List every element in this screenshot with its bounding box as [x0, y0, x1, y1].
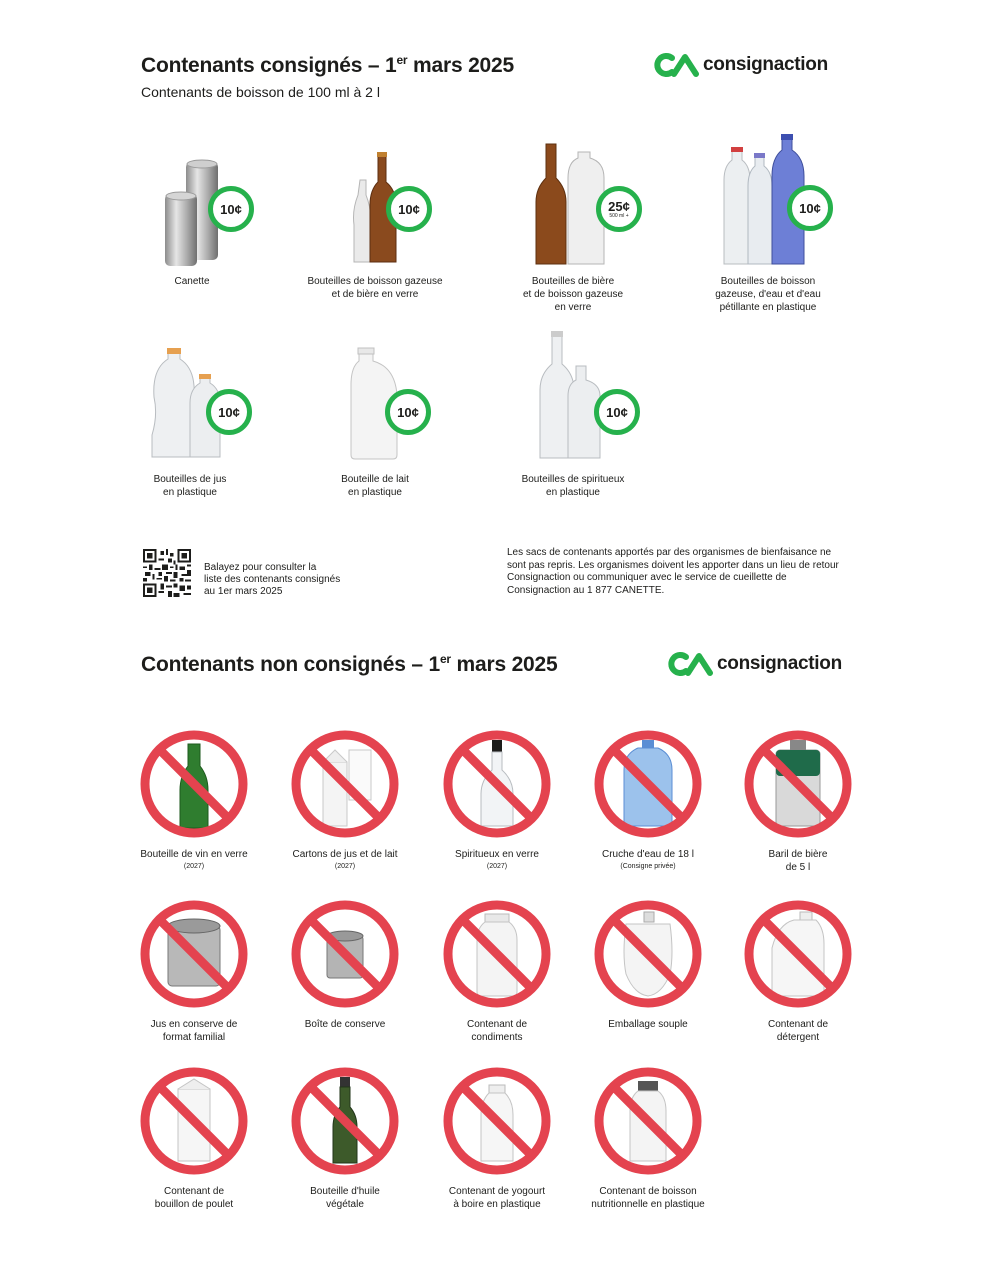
deposit-badge: 10¢ — [787, 185, 833, 231]
prohibited-icon — [119, 898, 269, 1010]
item-label: Canette — [174, 276, 210, 287]
consignaction-logo-text: consignaction — [717, 653, 842, 674]
non-deposit-item — [270, 728, 420, 878]
item-note: (Consigne privée) — [620, 863, 676, 870]
item-label: Bouteilles de bière et de boisson gazeuse en verre — [522, 276, 624, 313]
item-label: Contenant de condiments — [466, 1019, 528, 1043]
non-deposit-item — [723, 898, 873, 1048]
non-deposit-item — [270, 1065, 420, 1215]
prohibited-icon — [573, 1065, 723, 1177]
item-label: Bouteilles de boisson gazeuse et de bière en verre — [307, 276, 443, 300]
item-label: Bouteille de lait en plastique — [341, 474, 409, 498]
non-deposit-item — [422, 1065, 572, 1215]
item-label: Contenant de yogourt à boire en plastique — [448, 1186, 546, 1210]
prohibited-icon — [270, 1065, 420, 1177]
non-deposit-item — [270, 898, 420, 1048]
item-label: Contenant de boisson nutritionnelle en plastique — [591, 1186, 705, 1210]
prohibited-icon — [723, 898, 873, 1010]
non-deposit-item — [723, 728, 873, 878]
deposit-section-subtitle: Contenants de boisson de 100 ml à 2 l — [141, 84, 380, 100]
deposit-badge: 10¢ — [386, 186, 432, 232]
prohibited-icon — [422, 1065, 572, 1177]
deposit-section-title: Contenants consignés – 1er mars 2025 — [141, 53, 514, 77]
deposit-badge: 10¢ — [385, 389, 431, 435]
prohibited-icon — [119, 728, 269, 840]
item-label: Bouteilles de boisson gazeuse, d'eau et d'eau pétillante en plastique — [715, 276, 821, 313]
item-label: Bouteilles de jus en plastique — [153, 474, 227, 498]
prohibited-icon — [723, 728, 873, 840]
item-note: (2027) — [183, 863, 205, 870]
deposit-item-plastic-milk-bottle — [315, 345, 435, 505]
deposit-item-plastic-spirits-bottles — [510, 330, 640, 505]
item-label: Jus en conserve de format familial — [150, 1019, 238, 1043]
deposit-item-beer-bottles — [510, 140, 640, 320]
item-note: (2027) — [334, 863, 356, 870]
prohibited-icon — [573, 898, 723, 1010]
deposit-badge: 10¢ — [206, 389, 252, 435]
non-deposit-item — [573, 1065, 723, 1215]
item-label: Boîte de conserve — [304, 1019, 386, 1030]
item-label: Bouteille de vin en verre — [140, 849, 248, 860]
item-label: Baril de bière de 5 l — [768, 849, 828, 873]
item-label: Cartons de jus et de lait — [292, 849, 398, 860]
item-label: Cruche d'eau de 18 l — [602, 849, 694, 860]
prohibited-icon — [422, 728, 572, 840]
item-label: Spiritueux en verre — [455, 849, 539, 860]
item-label: Contenant de détergent — [767, 1019, 829, 1043]
consignaction-logo — [652, 52, 828, 78]
deposit-item-plastic-juice-bottles — [130, 345, 260, 505]
can-image — [110, 150, 280, 270]
consignaction-logo-2 — [666, 651, 842, 677]
non-deposit-item — [422, 728, 572, 878]
prohibited-icon — [119, 1065, 269, 1177]
non-deposit-item — [422, 898, 572, 1048]
item-note: (2027) — [486, 863, 508, 870]
consignaction-logo-icon — [652, 52, 700, 78]
item-label: Bouteille d'huile végétale — [310, 1186, 380, 1210]
deposit-item-can — [110, 150, 280, 300]
qr-caption: Balayez pour consulter la liste des contenants consignés au 1er mars 2025 — [204, 562, 341, 597]
prohibited-icon — [270, 728, 420, 840]
deposit-item-glass-soda-bottles — [300, 150, 450, 310]
non-deposit-item — [119, 728, 269, 878]
deposit-badge: 10¢ — [208, 186, 254, 232]
non-deposit-item — [119, 898, 269, 1048]
deposit-badge: 25¢ 500 ml + — [596, 186, 642, 232]
prohibited-icon — [270, 898, 420, 1010]
deposit-item-plastic-soda-water-bottles — [700, 130, 840, 320]
non-deposit-item — [573, 728, 723, 878]
non-deposit-item — [573, 898, 723, 1048]
item-label: Emballage souple — [608, 1019, 688, 1030]
charity-notice: Les sacs de contenants apportés par des organismes de bienfaisance ne sont pas repris. Les organismes doivent les apporter dans un lieu de retour Consignaction ou communiquer avec le service de cueillette de Consignaction au 1 877 CANETTE. — [507, 547, 839, 596]
deposit-badge: 10¢ — [594, 389, 640, 435]
non-deposit-section-title: Contenants non consignés – 1er mars 2025 — [141, 652, 558, 676]
consignaction-logo-text: consignaction — [703, 54, 828, 75]
non-deposit-item — [119, 1065, 269, 1215]
prohibited-icon — [573, 728, 723, 840]
prohibited-icon — [422, 898, 572, 1010]
consignaction-logo-icon — [666, 651, 714, 677]
item-label: Contenant de bouillon de poulet — [154, 1186, 234, 1210]
item-label: Bouteilles de spiritueux en plastique — [521, 474, 625, 498]
qr-code[interactable] — [143, 549, 191, 597]
